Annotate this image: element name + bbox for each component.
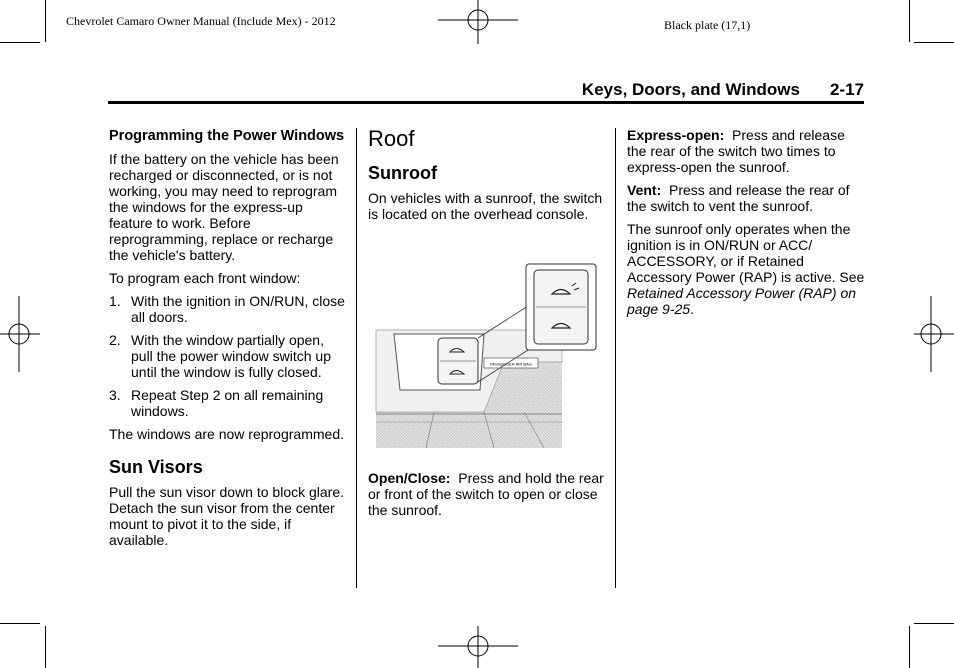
list-item: 3. Repeat Step 2 on all remaining windows.	[109, 387, 324, 419]
operation-note: The sunroof only operates when the ignition is in ON/RUN or ACC/ ACCESSORY, or if Retained Accessory Power (RAP) is active. See Retained Accessory Power (RAP) on page 9-25.	[627, 221, 865, 317]
column-middle	[368, 126, 604, 229]
registration-mark-left	[0, 296, 40, 372]
vent-text: Vent: Press and release the rear of the switch to vent the sunroof.	[627, 182, 850, 214]
page-number: 2-17	[829, 80, 864, 99]
registration-mark-bottom	[438, 626, 518, 668]
registration-mark-right	[914, 296, 954, 372]
column-left	[109, 128, 345, 555]
running-head	[582, 80, 864, 100]
express-open-text: Express-open: Press and release the rear of the switch two times to express-open the sunroof.	[627, 127, 845, 175]
section-title: Keys, Doors, and Windows	[581, 80, 800, 99]
programming-intro: If the battery on the vehicle has been recharged or disconnected, or is not working, you may need to reprogram the windows for the express-up feature to work. Before reprogramming, replace or recharge the vehicle's battery.	[109, 151, 339, 263]
sunroof-intro: On vehicles with a sunroof, the switch is located on the overhead console.	[368, 190, 603, 222]
rap-reference-link[interactable]: Retained Accessory Power (RAP) on page 9-25	[627, 285, 857, 317]
roof-title: Roof	[368, 126, 415, 151]
column-right	[627, 127, 867, 324]
programming-lead: To program each front window:	[109, 270, 301, 286]
programming-done: The windows are now reprogrammed.	[109, 426, 344, 442]
manual-title: Chevrolet Camaro Owner Manual (Include Mex) - 2012	[66, 14, 336, 28]
list-item: 2. With the window partially open, pull the power window switch up until the window is fully closed.	[109, 332, 331, 380]
sunroof-heading: Sunroof	[368, 163, 437, 183]
programming-steps	[109, 293, 345, 419]
sun-visors-heading: Sun Visors	[109, 457, 203, 477]
open-close-text: Open/Close: Press and hold the rear or front of the switch to open or close the sunroof.	[368, 470, 604, 518]
list-item: 1. With the ignition in ON/RUN, close all doors.	[109, 293, 345, 325]
sun-visors-text: Pull the sun visor down to block glare. Detach the sun visor from the center mount to pivot it to the side, if available.	[109, 484, 345, 548]
registration-mark-top	[438, 0, 518, 44]
column-divider	[615, 128, 616, 588]
programming-heading: Programming the Power Windows	[109, 128, 345, 144]
airbag-label: PASSENGER AIR BAG	[490, 361, 532, 367]
header-rule	[108, 101, 864, 104]
open-close-block	[368, 470, 604, 525]
sunroof-switch-illustration	[374, 262, 600, 452]
plate-label: Black plate (17,1)	[664, 18, 751, 32]
column-divider	[356, 128, 357, 588]
